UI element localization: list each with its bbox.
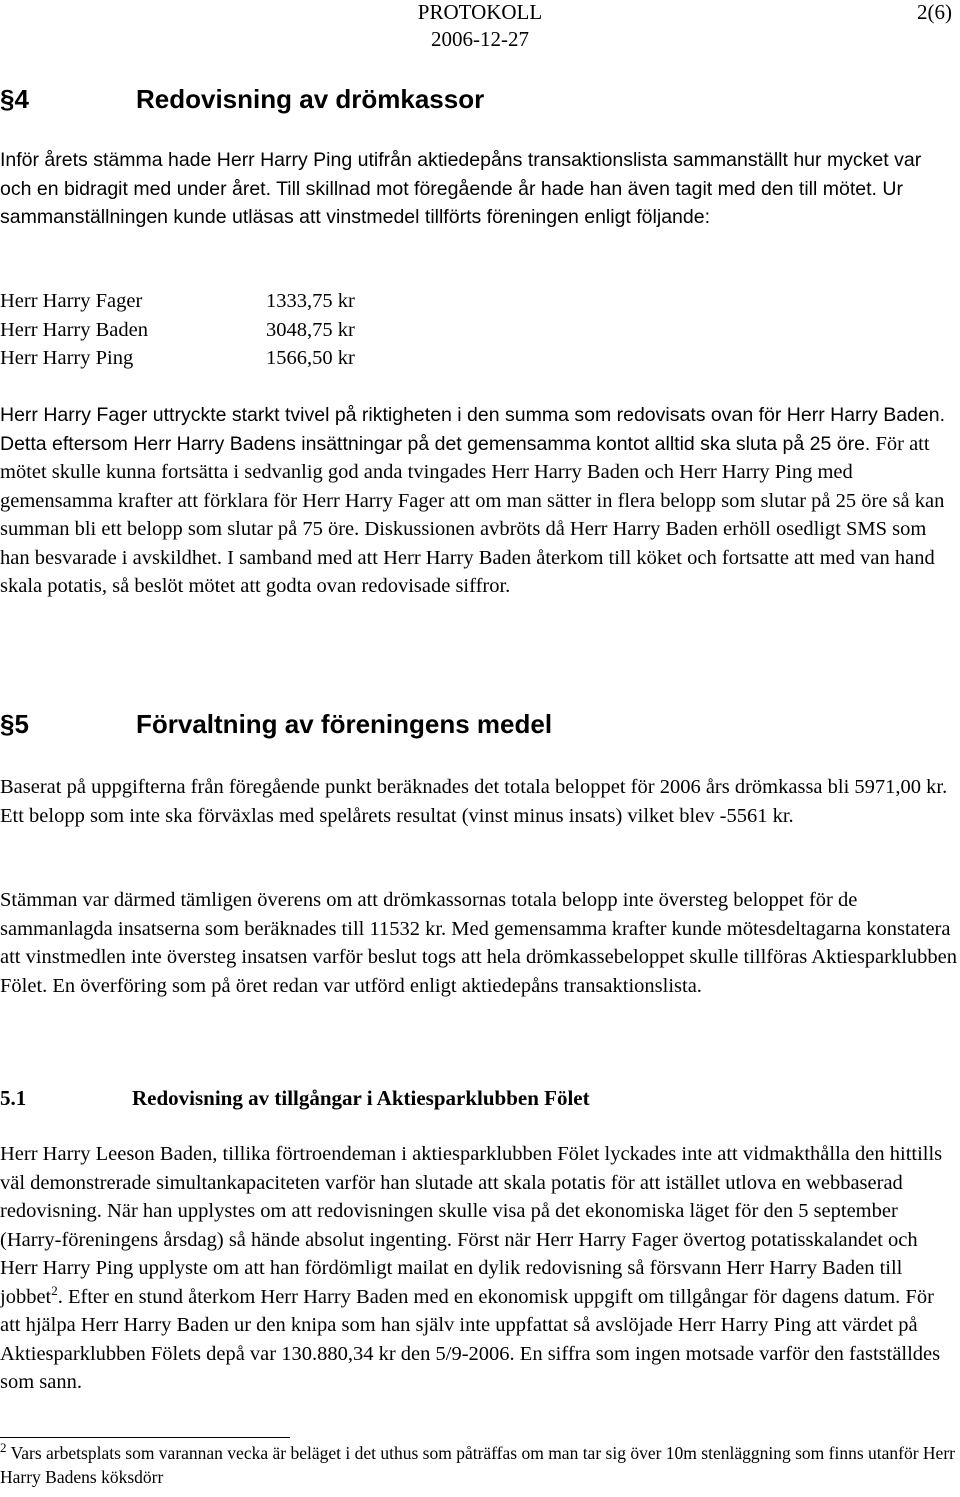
section-title: Förvaltning av föreningens medel (136, 709, 553, 739)
section-number: §5 (0, 709, 29, 739)
paragraph-part-1: Herr Harry Leeson Baden, tillika förtroendeman i aktiesparklubben Fölet lyckades inte att vidmakthålla den hittills väl demonstrerade simultankapaciteten varför han slutade att skala potatis för att istället utlova en webbaserad redovisning. När han upplystes om att redovisningen skulle visa på det ekonomiska läget för den 5 september (Harry-föreningens årsdag) så hände absolut ingenting. Först när Herr Harry Fager övertog potatisskalandet och Herr Harry Ping upplyste om att han fördömligt mailat en dylik redovisning så försvann Herr Harry Baden till jobbet (0, 1143, 943, 1308)
table-row (0, 316, 420, 345)
section-number: 5.1 (0, 1086, 27, 1110)
table-row (0, 287, 420, 316)
table-row (0, 344, 420, 373)
section-4-intro: Inför årets stämma hade Herr Harry Ping utifrån aktiedepåns transaktionslista sammanställt hur mycket var och en bidragit med under året. Till skillnad mot föregående år hade han även tagit med den till mötet. Ur sammanställningen kunde utläsas att vinstmedel tillförts föreningen enligt följande: (0, 149, 922, 228)
paragraph-part-2: . Efter en stund återkom Herr Harry Baden med en ekonomisk uppgift om tillgångar för dagens datum. För att hjälpa Herr Harry Baden ur den knipa som han själv inte uppfattat så avslöjade Herr Harry Ping att värdet på Aktiesparklubben Fölets depå var 130.880,34 kr den 5/9-2006. En siffra som ingen motsade varför den fastställdes som sann. (0, 1285, 941, 1393)
discussion-part-1: Herr Harry Fager uttryckte starkt tvivel på riktigheten i den summa som redovisats ovan för Herr Harry Baden. Detta eftersom Herr Harry Badens insättningar på det gemensamma kontot alltid ska sluta på 25 öre. (0, 404, 945, 455)
member-name: Herr Harry Ping (0, 347, 134, 369)
section-5-paragraph-2: Stämman var därmed tämligen överens om att drömkassornas totala belopp inte översteg beloppet för de sammanlagda insatserna som beräknades till 11532 kr. Med gemensamma krafter kunde mötesdeltagarna konstatera att vinstmedlen inte översteg insatsen varför beslut togs att hela drömkassebeloppet skulle tillföras Aktiesparklubben Fölet. En överföring som på öret redan var utförd enligt aktiedepåns transaktionslista. (0, 889, 958, 997)
section-5-1-paragraph (0, 1140, 958, 1397)
document-type-header: PROTOKOLL (417, 0, 543, 24)
footnote (0, 1441, 958, 1489)
member-name: Herr Harry Fager (0, 290, 143, 312)
footnote-text: Vars arbetsplats som varannan vecka är beläget i det uthus som påträffas om man tar sig över 10m stenläggning som finns utanför Herr Harry Badens köksdörr (0, 1443, 955, 1487)
section-number: §4 (0, 84, 29, 114)
footnote-mark: 2 (0, 1440, 7, 1456)
discussion-part-2: För att mötet skulle kunna fortsätta i sedvanlig god anda tvingades Herr Harry Baden och Herr Harry Ping med gemensamma krafter att förklara för Herr Harry Fager att om man sätter in flera belopp som slutar på 25 öre så kan summan bli ett belopp som slutar på 75 öre. Diskussionen avbröts då Herr Harry Baden erhöll osedligt SMS som han besvarade i avskildhet. I samband med att Herr Harry Baden återkom till köket och fortsatte att med van hand skala potatis, så beslöt mötet att godta ovan redovisade siffror. (0, 432, 945, 597)
member-amount: 1333,75 kr (266, 290, 355, 312)
section-title: Redovisning av drömkassor (136, 84, 485, 114)
section-4-discussion (0, 401, 958, 601)
member-amount: 1566,50 kr (266, 347, 355, 369)
member-name: Herr Harry Baden (0, 318, 148, 341)
footnote-reference[interactable]: 2 (51, 1282, 58, 1298)
document-date-header: 2006-12-27 (431, 27, 529, 51)
section-5-paragraph-1: Baserat på uppgifterna från föregående punkt beräknades det totala beloppet för 2006 års drömkassa bli 5971,00 kr. Ett belopp som inte ska förväxlas med spelårets resultat (vinst minus insats) vilket blev -5561 kr. (0, 776, 948, 827)
section-title: Redovisning av tillgångar i Aktiesparklubben Fölet (132, 1086, 590, 1110)
member-amount: 3048,75 kr (266, 318, 355, 341)
contribution-table (0, 287, 420, 373)
footnote-divider (0, 1437, 290, 1438)
page-number: 2(6) (917, 0, 952, 24)
